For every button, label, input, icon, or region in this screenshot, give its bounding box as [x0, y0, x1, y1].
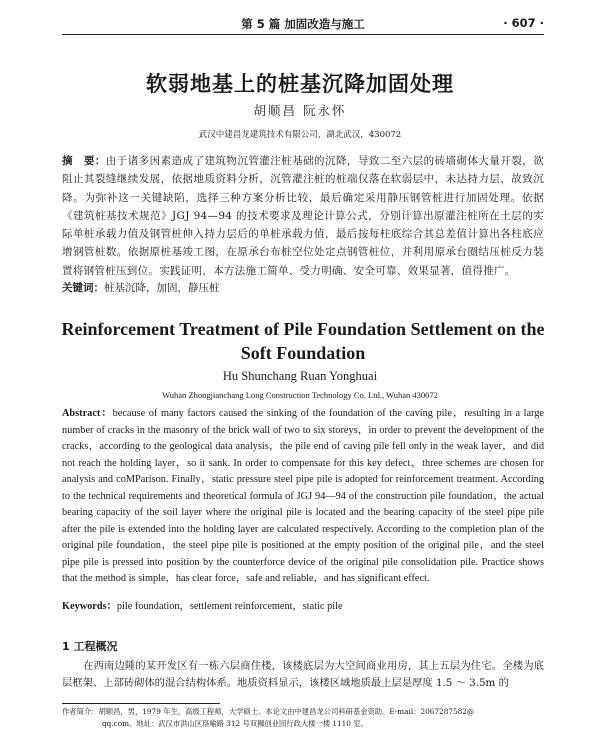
body-paragraph: 在西南边陲的某开发区有一栋六层商住楼，该楼底层为大空间商业用房，其上五层为住宅。全楼为底层框架、上部砖砌体的混合结构体系。地质资料显示，该楼区域地质最上层是厚度 1.5 ～ 3.5m 的 — [62, 660, 544, 689]
chinese-keywords — [62, 280, 544, 295]
english-keywords-label: Keywords： — [62, 601, 117, 612]
english-abstract-label: Abstract： — [62, 408, 113, 419]
chinese-abstract — [62, 152, 544, 280]
chinese-abstract-text: 由于诸多因素造成了建筑物沉管灌注桩基础的沉降，导致二至六层的砖墙砌体大量开裂，欲阻止其裂缝继续发展，依据地质资料分析，沉管灌注桩的桩端仅落在软弱层中，未达持力层，故致沉降。为弥补这一关键缺陷，选择三种方案分析比较，最后确定采用静压钢管桩进行加固处理。依据《建筑桩基技术规范》JGJ 94—94 的技术要求及理论计算公式，分别计算出原灌注桩所在土层的实际单桩承载力值及钢管桩伸入持力层后的单桩承载力值，最后按每柱底综合其总差值计算出各柱底应增钢管桩数。依据原桩基竣工图，在原承台布桩空位处定点钢管桩位，并利用原承台圈结压桩反力装置将钢管桩压到位。实践证明，本方法施工简单、受力明确、安全可靠、效果显著，值得推广。 — [62, 155, 545, 277]
chinese-abstract-label: 摘 要： — [62, 155, 106, 167]
running-header — [62, 14, 544, 34]
english-title: Reinforcement Treatment of Pile Foundation Settlement on the Soft Foundation — [61, 319, 545, 363]
chinese-keywords-label: 关键词： — [62, 282, 104, 294]
author-footnote — [62, 706, 544, 729]
english-abstract — [62, 406, 544, 588]
footnote-line-1: 作者简介：胡顺昌，男，1979 年生，高级工程师，大学硕士。本论文由中建昌龙公司科研基金资助。E-mail：2067287582@ — [62, 707, 475, 716]
header-divider — [62, 34, 544, 35]
chinese-authors: 胡顺昌 阮永怀 — [253, 103, 347, 118]
english-keywords-text: pile foundation，settlement reinforcement，static pile — [116, 601, 343, 612]
english-authors: Hu Shunchang Ruan Yonghuai — [222, 369, 378, 383]
chinese-title: 软弱地基上的桩基沉降加固处理 — [146, 72, 454, 96]
chinese-keywords-text: 桩基沉降，加固，静压桩 — [104, 282, 220, 294]
english-abstract-text: because of many factors caused the sinking of the foundation of the caving pile，resulting in a large number of cracks in the masonry of the brick wall of two to six storeys，in order to prevent the development of the cracks，according to the geological data analysis，the pile end of caving pile fell only in the weak layer，and did not reach the holding layer，so it sank. In order to compensate for this key defect，three schemes are chosen for analysis and coMParison. Finally，static pressure steel pipe pile is adopted for reinforcement treatment. According to the technical requirements and theoretical formula of JGJ 94—94 of the construction pile foundation，the actual bearing capacity of the soil layer where the original pile is located and the bearing capacity of the steel pipe pile after the pile is extended into the holding layer are calculated respectively. According to the completion plan of the original pile foundation，the steel pipe pile is positioned at the empty position of the original pile，and the steel pipe pile is pressed into position by the counterforce device of the original pile consolidation pile. Practice shows that the method is simple，has clear force，safe and reliable，and has significant effect. — [62, 408, 544, 584]
chinese-affiliation: 武汉中建昌龙建筑技术有限公司，湖北武汉，430072 — [198, 130, 402, 140]
header-page-number: · 607 · — [503, 16, 544, 30]
footnote-divider — [62, 703, 220, 704]
section-heading: 1 工程概况 — [62, 640, 118, 653]
header-section-title: 第 5 篇 加固改造与施工 — [241, 17, 365, 31]
footnote-line-2: qq.com。地址：武汉市洪山区珞喻路 312 号双狮创业园行政大楼一楼 1110 室。 — [102, 718, 368, 728]
english-affiliation: Wuhan Zhongjianchang Long Construction Technology Co. Ltd., Wuhan 430072 — [162, 390, 438, 400]
english-keywords — [62, 597, 544, 612]
